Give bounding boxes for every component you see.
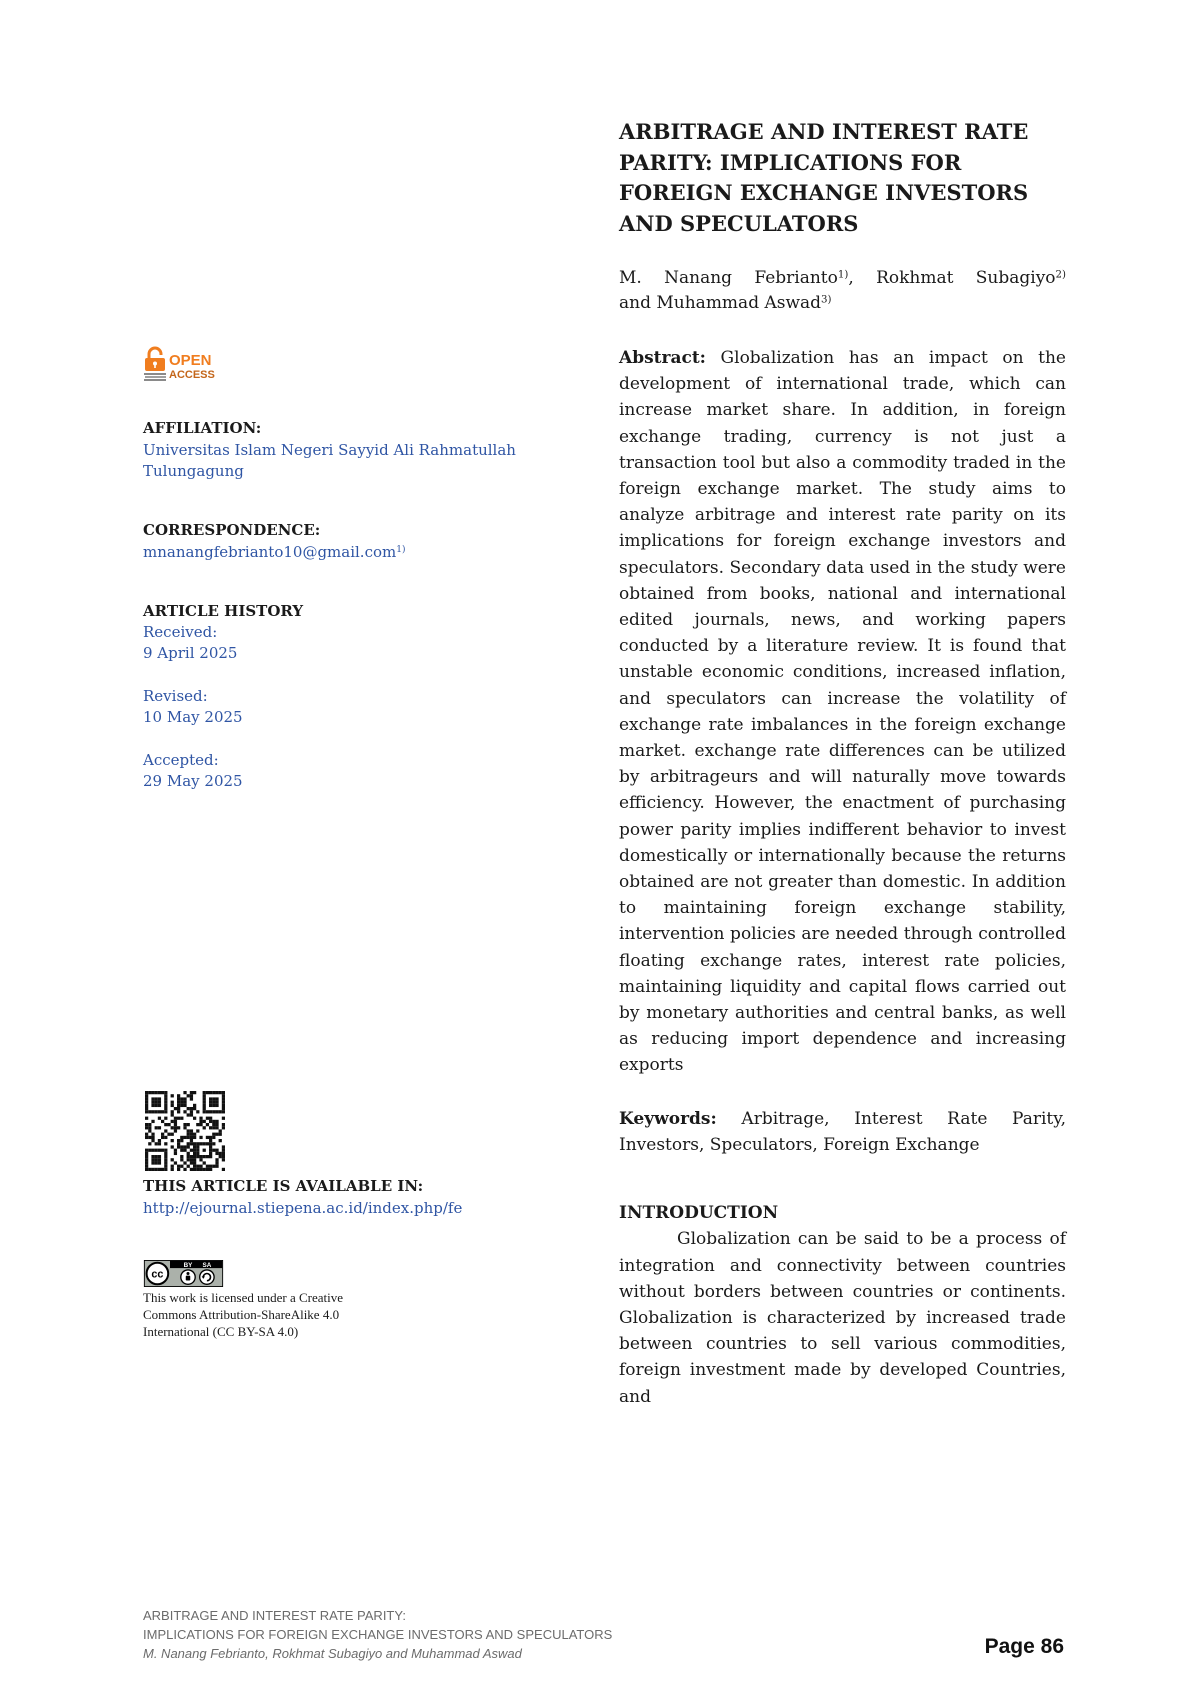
affiliation-block xyxy=(143,418,543,483)
history-revised-date: 10 May 2025 xyxy=(143,708,243,726)
badge-sa-text: SA xyxy=(202,1261,212,1269)
share-alike-icon xyxy=(200,1270,214,1284)
history-item-revised xyxy=(143,686,543,728)
attribution-person-icon xyxy=(181,1270,195,1284)
cc-logo-text: cc xyxy=(151,1268,164,1281)
history-accepted-label: Accepted: xyxy=(143,751,219,769)
open-access-logo-open: OPEN xyxy=(169,352,212,369)
correspondence-block xyxy=(143,520,543,563)
cc-logo-icon xyxy=(147,1263,169,1285)
history-item-received xyxy=(143,622,543,664)
abstract xyxy=(619,345,1066,1079)
footer-title-line-2: IMPLICATIONS FOR FOREIGN EXCHANGE INVESTORS AND SPECULATORS xyxy=(143,1627,613,1642)
footer-title-line-1: ARBITRAGE AND INTEREST RATE PARITY: xyxy=(143,1608,406,1623)
affiliation-value: Universitas Islam Negeri Sayyid Ali Rahmatullah Tulungagung xyxy=(143,440,516,480)
affiliation-label: AFFILIATION: xyxy=(143,419,262,437)
page-number: Page 86 xyxy=(984,1635,1064,1658)
history-item-accepted xyxy=(143,750,543,792)
introduction-heading: INTRODUCTION xyxy=(619,1203,779,1224)
article-url-link[interactable]: http://ejournal.stiepena.ac.id/index.php/fe xyxy=(143,1198,463,1217)
authors-block xyxy=(619,266,1066,316)
author-3-name: Muhammad Aswad xyxy=(656,293,822,313)
correspondence-email-link[interactable]: mnanangfebrianto10@gmail.com xyxy=(143,542,397,561)
footer-authors: M. Nanang Febrianto, Rokhmat Subagiyo and Muhammad Aswad xyxy=(143,1646,522,1661)
correspondence-label: CORRESPONDENCE: xyxy=(143,521,321,539)
author-separator-comma: , xyxy=(848,268,854,288)
padlock-icon xyxy=(145,348,165,371)
abstract-label: Abstract: xyxy=(619,348,706,368)
history-revised-label: Revised: xyxy=(143,687,208,705)
article-title: ARBITRAGE AND INTEREST RATE PARITY: IMPLICATIONS FOR FOREIGN EXCHANGE INVESTORS AND SPECULATORS xyxy=(619,119,1029,236)
author-2-mark: 2) xyxy=(1055,269,1066,281)
history-received-date: 9 April 2025 xyxy=(143,644,238,662)
qr-code-icon xyxy=(145,1091,225,1171)
availability-block xyxy=(143,1176,543,1219)
authors-line-2 xyxy=(619,291,1066,316)
keywords-text: Arbitrage, Interest Rate Parity, Investors, Speculators, Foreign Exchange xyxy=(619,1108,1066,1155)
introduction-paragraph: Globalization can be said to be a process of integration and connectivity between countries without borders between countries or continents. Globalization is characterized by increased trade between countries to sell various commodities, foreign investment made by developed Countries, and xyxy=(619,1229,1066,1407)
correspondence-line xyxy=(143,542,543,564)
main-column xyxy=(619,117,1066,1410)
license-text: This work is licensed under a Creative Commons Attribution-ShareAlike 4.0 International (CC BY-SA 4.0) xyxy=(143,1290,343,1339)
history-accepted-date: 29 May 2025 xyxy=(143,772,243,790)
author-1-name: M. Nanang Febrianto xyxy=(619,268,838,288)
availability-label: THIS ARTICLE IS AVAILABLE IN: xyxy=(143,1177,424,1195)
books-stack-icon xyxy=(144,373,166,381)
author-2-name: Rokhmat Subagiyo xyxy=(876,268,1056,288)
history-received-label: Received: xyxy=(143,623,218,641)
badge-by-text: BY xyxy=(183,1261,193,1269)
keywords xyxy=(619,1106,1066,1158)
article-history-label: ARTICLE HISTORY xyxy=(143,602,304,620)
correspondence-mark: 1) xyxy=(396,544,406,555)
article-history-block xyxy=(143,600,543,792)
authors-line-1 xyxy=(619,266,1066,291)
author-separator-and: and xyxy=(619,293,651,313)
page-footer xyxy=(143,1606,843,1663)
open-access-logo xyxy=(143,345,221,381)
author-1-mark: 1) xyxy=(837,269,849,281)
abstract-text: Globalization has an impact on the development of international trade, which can increase market share. In addition, in foreign exchange trading, currency is not just a transaction tool but also a commodity traded in the foreign exchange market. The study aims to analyze arbitrage and interest rate parity on its implications for foreign exchange investors and speculators. Secondary data used in the study were obtained from books, national and international edited journals, news, and working papers conducted by a literature review. It is found that unstable economic conditions, increased inflation, and speculators can increase the volatility of exchange rate imbalances in the foreign exchange market. exchange rate differences can be utilized by arbitrageurs and will naturally move towards efficiency. However, the enactment of purchasing power parity implies indifferent behavior to invest domestically or internationally because the returns obtained are not greater than domestic. In addition to maintaining foreign exchange stability, intervention policies are needed through controlled floating exchange rates, interest rate policies, maintaining liquidity and capital flows carried out by monetary authorities and central banks, as well as reducing import dependence and increasing exports xyxy=(619,348,1066,1076)
availability-line xyxy=(143,1198,543,1220)
open-access-logo-access: ACCESS xyxy=(169,369,215,381)
author-3-mark: 3) xyxy=(821,294,832,306)
keywords-label: Keywords: xyxy=(619,1108,717,1129)
cc-by-sa-badge xyxy=(143,1260,224,1287)
